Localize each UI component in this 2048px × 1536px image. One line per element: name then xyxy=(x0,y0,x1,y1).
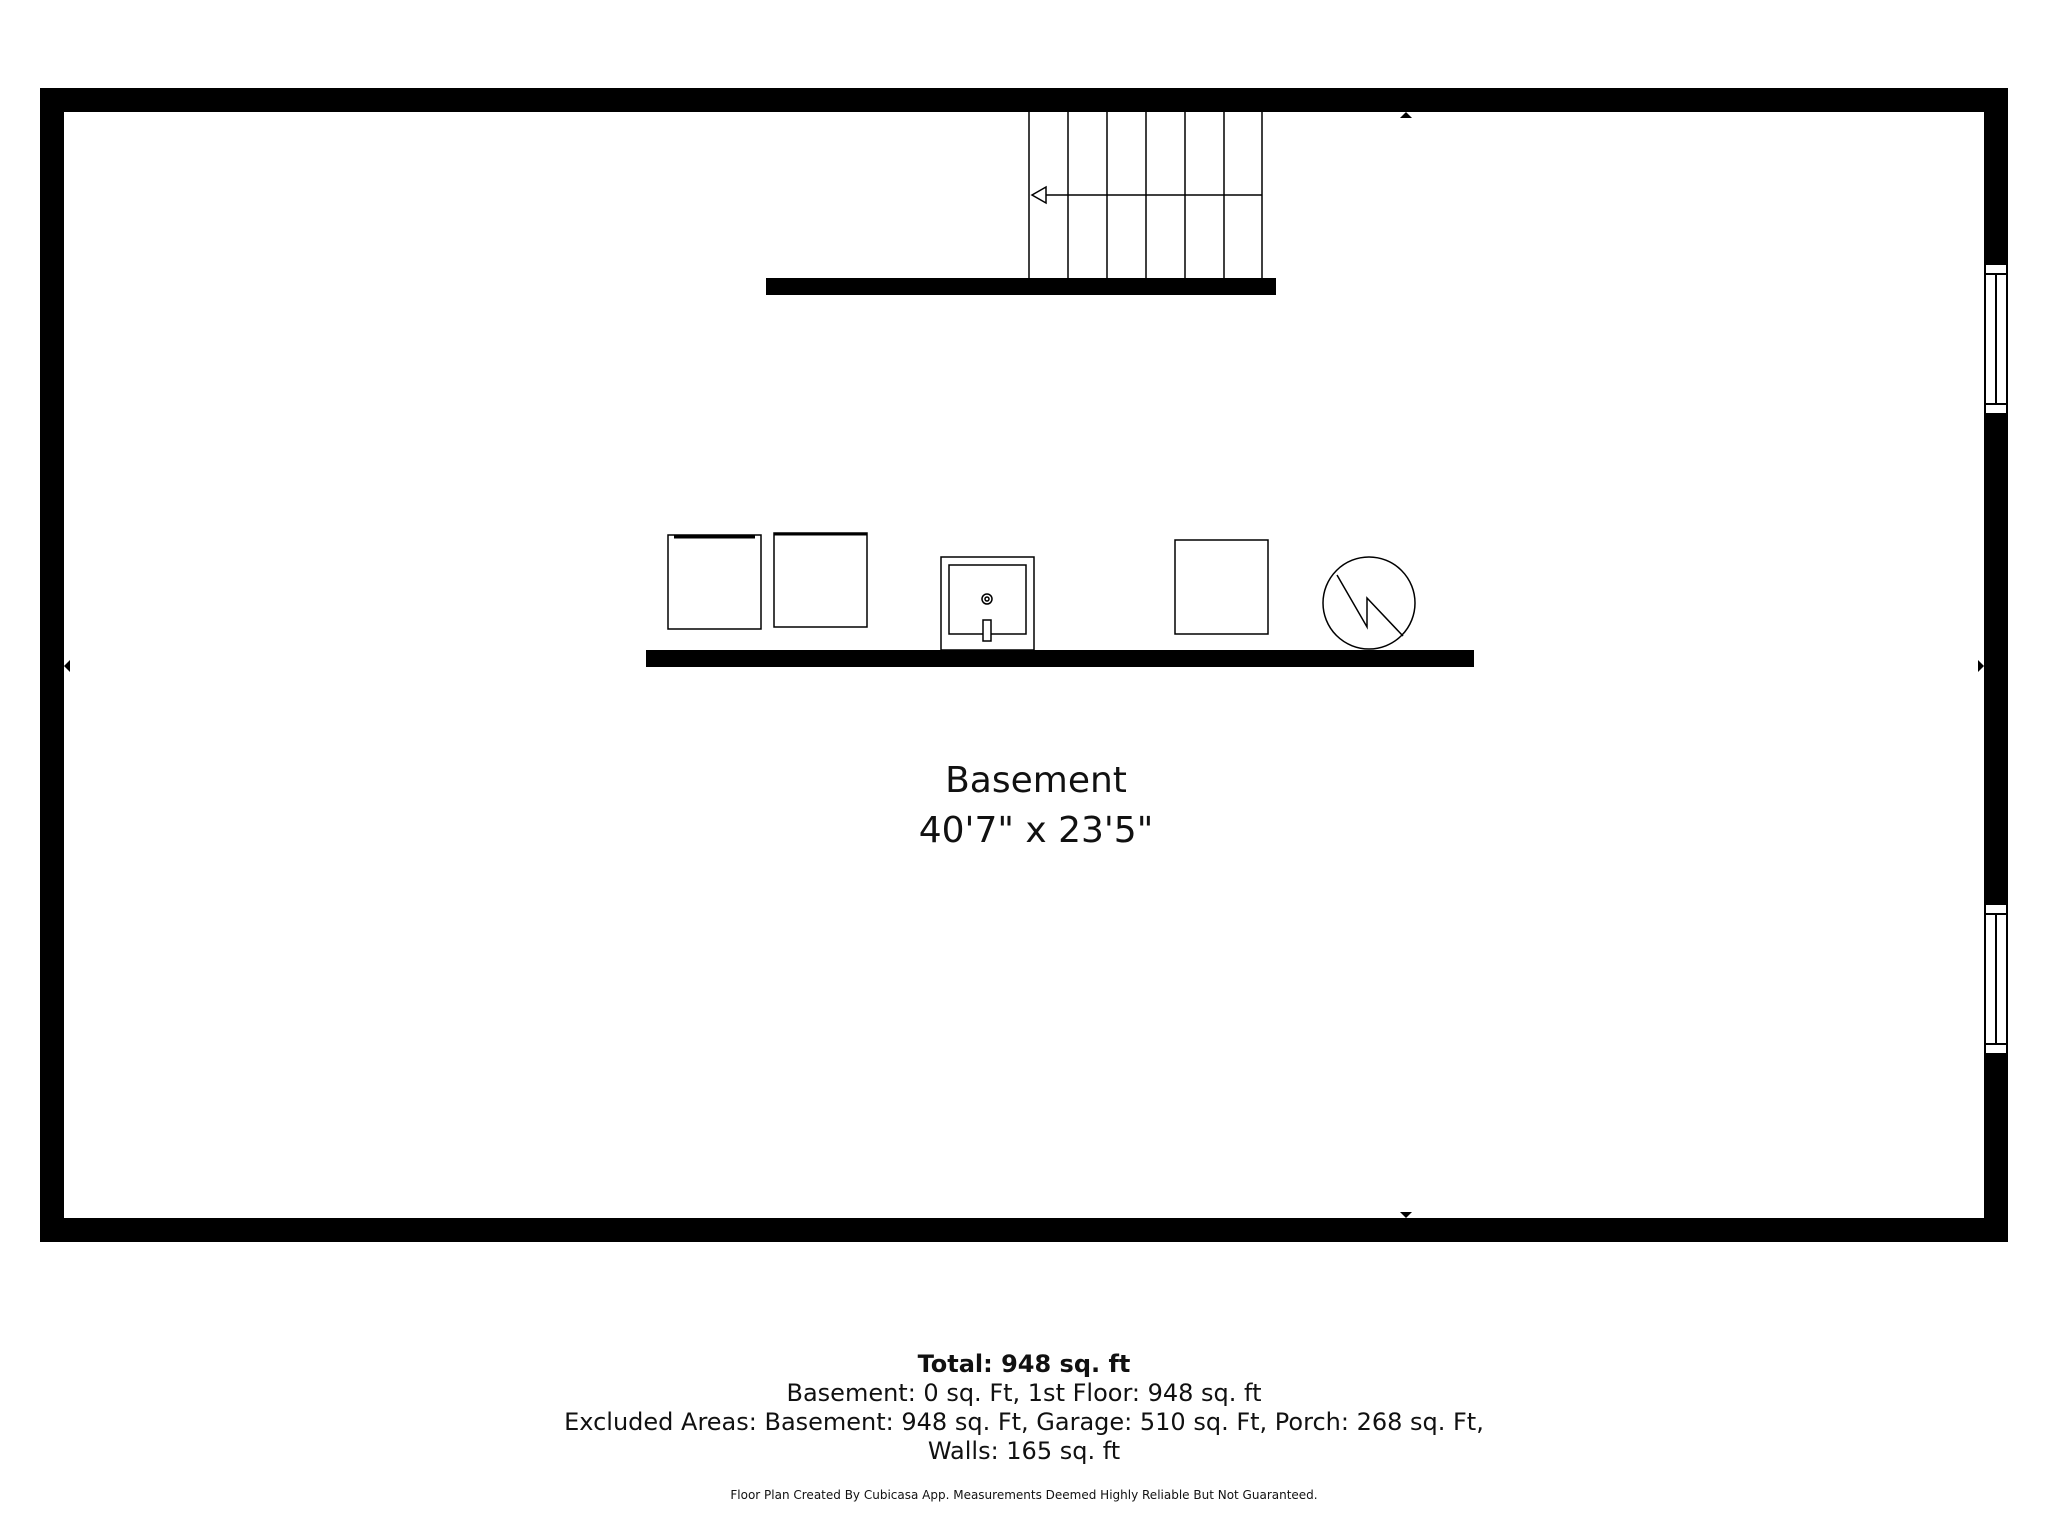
window-upper xyxy=(1985,264,2007,414)
staircase xyxy=(1029,112,1262,278)
washer xyxy=(668,535,761,629)
disclaimer: Floor Plan Created By Cubicasa App. Measurements Deemed Highly Reliable But Not Guaranteed. xyxy=(730,1488,1318,1502)
utility-sink xyxy=(941,557,1034,650)
floor-area-breakdown: Basement: 0 sq. Ft, 1st Floor: 948 sq. ft xyxy=(786,1379,1262,1407)
interior-wall xyxy=(646,650,1474,667)
marker-right xyxy=(1978,660,1984,672)
dryer xyxy=(774,533,867,627)
total-area: Total: 948 sq. ft xyxy=(917,1350,1131,1378)
room-dimensions: 40'7" x 23'5" xyxy=(918,810,1154,851)
wall-left xyxy=(40,88,64,1242)
marker-top xyxy=(1400,112,1412,118)
marker-bottom xyxy=(1400,1212,1412,1218)
wall-right-upper xyxy=(1984,88,2008,264)
furnace xyxy=(1175,540,1268,634)
wall-right-lower xyxy=(1984,1054,2008,1242)
excluded-areas: Excluded Areas: Basement: 948 sq. Ft, Garage: 510 sq. Ft, Porch: 268 sq. Ft, xyxy=(564,1408,1484,1436)
stair-arrow-head xyxy=(1032,187,1046,203)
wall-right-middle xyxy=(1984,414,2008,904)
room-name: Basement xyxy=(945,760,1127,801)
marker-left xyxy=(64,660,70,672)
appliances xyxy=(668,533,1415,650)
water-heater xyxy=(1323,557,1415,649)
walls-area: Walls: 165 sq. ft xyxy=(927,1437,1121,1465)
stair-wall xyxy=(766,278,1276,295)
wall-bottom xyxy=(40,1218,2008,1242)
window-lower xyxy=(1985,904,2007,1054)
wall-top xyxy=(40,88,2008,112)
